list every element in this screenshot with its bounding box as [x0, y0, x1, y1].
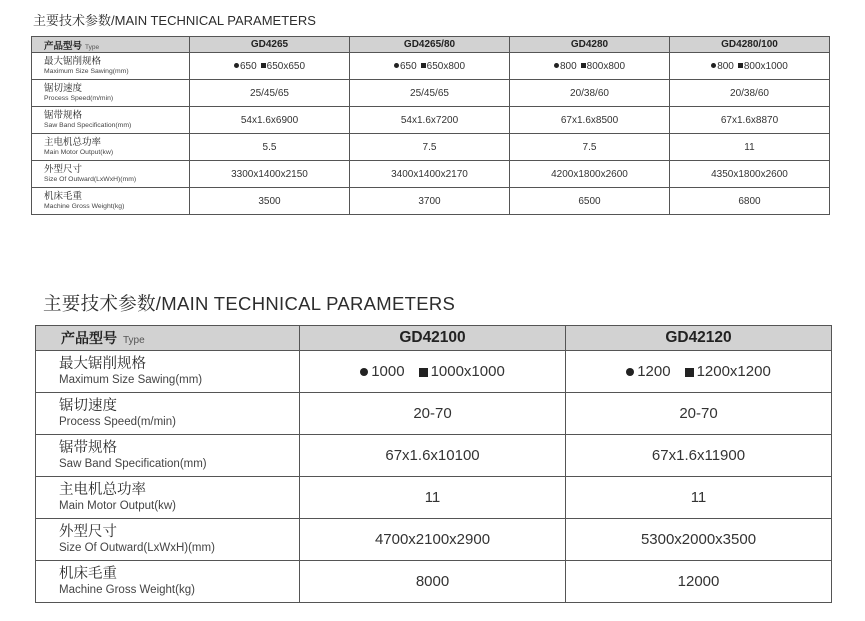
square-size: 800x800: [586, 60, 626, 72]
table-row: [32, 53, 830, 80]
param-name-cn: 最大锯削规格: [44, 56, 102, 67]
param-value: 4700x2100x2900: [300, 519, 566, 561]
param-name-en: Size Of Outward(LxWxH)(mm): [59, 542, 215, 554]
param-name-cn: 外型尺寸: [59, 524, 117, 540]
square-stock-icon: [419, 368, 428, 377]
param-name-en: Saw Band Specification(mm): [59, 458, 207, 470]
round-stock-icon: [394, 63, 399, 68]
param-value: 3500: [190, 188, 350, 215]
square-size: 650x800: [426, 60, 466, 72]
round-size: 650: [239, 60, 257, 72]
square-stock-icon: [421, 63, 426, 68]
param-name-cn: 外型尺寸: [44, 164, 83, 175]
param-name: [32, 53, 190, 80]
param-name: [32, 161, 190, 188]
param-value: 4350x1800x2600: [670, 161, 830, 188]
param-name-cn: 锯带规格: [59, 440, 117, 456]
param-value: 20-70: [300, 393, 566, 435]
type-header: [32, 37, 190, 53]
param-value: 54x1.6x7200: [350, 107, 510, 134]
param-name: [36, 393, 300, 435]
param-value: 11: [670, 134, 830, 161]
round-stock-icon: [626, 368, 634, 376]
table-row: [36, 351, 832, 393]
param-value: 6800: [670, 188, 830, 215]
param-name-en: Saw Band Specification(mm): [44, 122, 132, 129]
param-value: 5300x2000x3500: [566, 519, 832, 561]
param-value: 5.5: [190, 134, 350, 161]
round-stock-icon: [234, 63, 239, 68]
table-row: [36, 519, 832, 561]
table-row: [32, 107, 830, 134]
type-header-cn: 产品型号: [61, 330, 117, 346]
model-header: GD4280/100: [670, 37, 830, 53]
param-name-en: Main Motor Output(kw): [44, 149, 114, 156]
table-row: [36, 561, 832, 603]
param-name: [32, 80, 190, 107]
square-size: 1200x1200: [696, 363, 771, 380]
param-name: [36, 519, 300, 561]
parameters-table-1: [31, 36, 830, 215]
type-header-en: Type: [85, 43, 100, 51]
param-name: [32, 134, 190, 161]
param-value: 20/38/60: [670, 80, 830, 107]
param-value: [300, 351, 566, 393]
square-size: 650x650: [266, 60, 306, 72]
param-value: 25/45/65: [190, 80, 350, 107]
param-value: [350, 53, 510, 80]
param-value: 4200x1800x2600: [510, 161, 670, 188]
param-value: 67x1.6x8500: [510, 107, 670, 134]
square-stock-icon: [261, 63, 266, 68]
type-header-cn: 产品型号: [44, 40, 83, 52]
param-value: 8000: [300, 561, 566, 603]
param-name-en: Machine Gross Weight(kg): [44, 203, 125, 210]
param-value: [510, 53, 670, 80]
param-name: [36, 435, 300, 477]
param-value: 11: [566, 477, 832, 519]
type-header-en: Type: [123, 335, 145, 346]
type-header: [36, 326, 300, 351]
param-value: 67x1.6x11900: [566, 435, 832, 477]
param-value: 3300x1400x2150: [190, 161, 350, 188]
param-name-en: Maximum Size Sawing(mm): [59, 374, 203, 386]
param-name-en: Main Motor Output(kw): [59, 500, 176, 512]
param-name: [36, 561, 300, 603]
round-size: 1200: [637, 363, 671, 380]
param-value: 7.5: [350, 134, 510, 161]
param-name-en: Process Speed(m/min): [44, 95, 114, 102]
param-value: 3700: [350, 188, 510, 215]
param-name: [32, 107, 190, 134]
param-value: 12000: [566, 561, 832, 603]
param-name-en: Process Speed(m/min): [59, 416, 176, 428]
param-value: 67x1.6x8870: [670, 107, 830, 134]
model-header: GD42100: [300, 326, 566, 351]
param-name-cn: 机床毛重: [59, 566, 117, 582]
table-header-row: [32, 37, 830, 53]
table-row: [32, 134, 830, 161]
param-name: [36, 351, 300, 393]
round-stock-icon: [554, 63, 559, 68]
square-stock-icon: [581, 63, 586, 68]
table-row: [36, 435, 832, 477]
param-value: [566, 351, 832, 393]
square-size: 800x1000: [743, 60, 788, 72]
round-size: 650: [399, 60, 417, 72]
table-row: [36, 477, 832, 519]
section-title-large: 主要技术参数/MAIN TECHNICAL PARAMETERS: [43, 293, 456, 314]
table-row: [36, 393, 832, 435]
param-value: 67x1.6x10100: [300, 435, 566, 477]
param-name: [36, 477, 300, 519]
model-header: GD4265/80: [350, 37, 510, 53]
param-value: [670, 53, 830, 80]
section-title-small: 主要技术参数/MAIN TECHNICAL PARAMETERS: [33, 13, 316, 28]
square-stock-icon: [738, 63, 743, 68]
param-value: [190, 53, 350, 80]
param-name-en: Size Of Outward(LxWxH)(mm): [44, 176, 137, 183]
param-name-cn: 机床毛重: [44, 191, 83, 202]
round-size: 800: [559, 60, 577, 72]
model-header: GD4265: [190, 37, 350, 53]
table-row: [32, 80, 830, 107]
square-stock-icon: [685, 368, 694, 377]
param-name-cn: 锯切速度: [44, 83, 83, 94]
param-value: 20-70: [566, 393, 832, 435]
table-header-row: [36, 326, 832, 351]
param-value: 6500: [510, 188, 670, 215]
param-name-cn: 主电机总功率: [44, 137, 102, 148]
param-name-en: Maximum Size Sawing(mm): [44, 68, 129, 75]
round-size: 1000: [371, 363, 405, 380]
param-value: 3400x1400x2170: [350, 161, 510, 188]
parameters-table-2: [35, 325, 832, 603]
model-header: GD42120: [566, 326, 832, 351]
param-name-cn: 锯切速度: [59, 398, 117, 414]
table-row: [32, 161, 830, 188]
param-name: [32, 188, 190, 215]
param-name-en: Machine Gross Weight(kg): [59, 584, 195, 596]
round-stock-icon: [711, 63, 716, 68]
table-row: [32, 188, 830, 215]
square-size: 1000x1000: [430, 363, 505, 380]
param-name-cn: 最大锯削规格: [59, 356, 146, 372]
param-value: 7.5: [510, 134, 670, 161]
round-size: 800: [717, 60, 734, 72]
model-header: GD4280: [510, 37, 670, 53]
param-value: 25/45/65: [350, 80, 510, 107]
param-value: 54x1.6x6900: [190, 107, 350, 134]
param-value: 11: [300, 477, 566, 519]
param-value: 20/38/60: [510, 80, 670, 107]
param-name-cn: 主电机总功率: [59, 482, 146, 498]
param-name-cn: 锯带规格: [44, 110, 83, 121]
round-stock-icon: [360, 368, 368, 376]
